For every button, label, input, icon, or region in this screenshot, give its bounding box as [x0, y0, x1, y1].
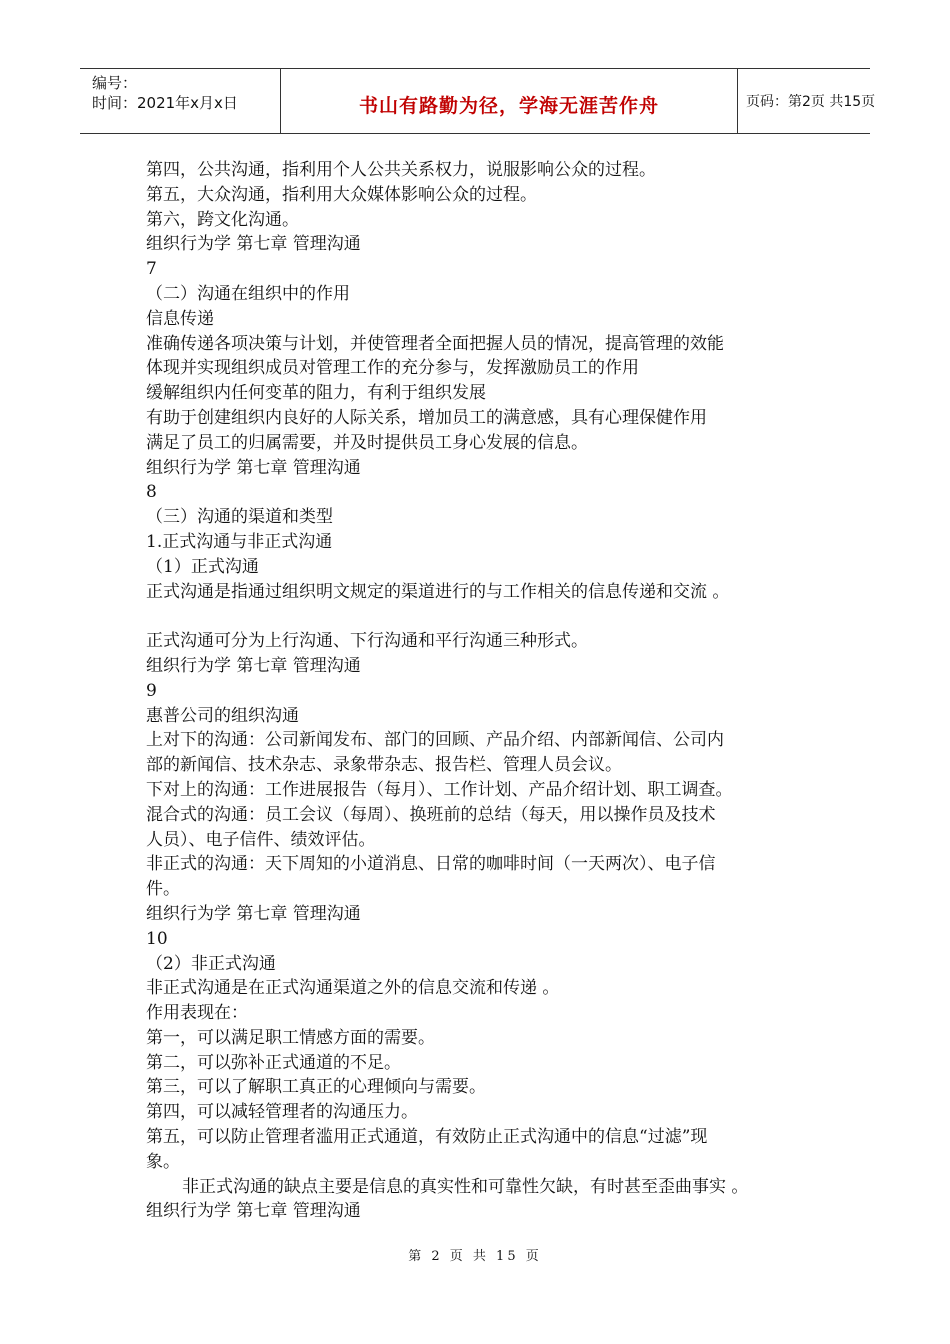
body-line: 第四，公共沟通，指利用个人公共关系权力，说服影响公众的过程。 — [146, 160, 656, 180]
body-line: 第三，可以了解职工真正的心理倾向与需要。 — [146, 1077, 486, 1098]
body-line: 信息传递 — [146, 308, 214, 329]
body-line: 正式沟通可分为上行沟通、下行沟通和平行沟通三种形式。 — [146, 631, 588, 652]
body-line: 第一，可以满足职工情感方面的需要。 — [146, 1027, 435, 1048]
document-number-label: 编号： — [92, 74, 138, 92]
header-info-cell — [80, 69, 280, 133]
slide-number: 7 — [146, 259, 157, 280]
body-line: 第二，可以弥补正式通道的不足。 — [146, 1052, 401, 1073]
body-line: 满足了员工的归属需要，并及时提供员工身心发展的信息。 — [146, 432, 588, 453]
header-page-cell — [738, 69, 876, 133]
body-line: 非正式的沟通：天下周知的小道消息、日常的咖啡时间（一天两次）、电子信 — [146, 854, 716, 875]
slide-footer-label: 组织行为学 第七章 管理沟通 — [146, 1201, 361, 1222]
body-line-indented: 非正式沟通的缺点主要是信息的真实性和可靠性欠缺，有时甚至歪曲事实 。 — [182, 1176, 749, 1197]
subsection-heading: 1.正式沟通与非正式沟通 — [146, 531, 333, 552]
body-line: 件。 — [146, 879, 180, 900]
section-heading: （二）沟通在组织中的作用 — [146, 283, 350, 304]
slide-number: 9 — [146, 680, 157, 701]
document-body — [146, 158, 818, 1224]
slide-footer-label: 组织行为学 第七章 管理沟通 — [146, 234, 361, 255]
section-heading: （三）沟通的渠道和类型 — [146, 507, 333, 528]
body-line: 混合式的沟通：员工会议（每周）、换班前的总结（每天，用以操作员及技术 — [146, 804, 716, 825]
section-heading: 惠普公司的组织沟通 — [146, 705, 299, 726]
body-line: 第五，可以防止管理者滥用正式通道，有效防止正式沟通中的信息“过滤”现 — [146, 1127, 708, 1148]
body-line: 缓解组织内任何变革的阻力，有利于组织发展 — [146, 383, 486, 404]
subsection-heading: （2）非正式沟通 — [146, 953, 276, 974]
body-line: 有助于创建组织内良好的人际关系，增加员工的满意感，具有心理保健作用 — [146, 407, 707, 428]
body-line: 人员）、电子信件、绩效评估。 — [146, 829, 376, 850]
slide-footer-label: 组织行为学 第七章 管理沟通 — [146, 457, 361, 478]
header-motto: 书山有路勤为径，学海无涯苦作舟 — [358, 94, 659, 117]
slide-number: 10 — [146, 928, 168, 949]
body-line: 体现并实现组织成员对管理工作的充分参与，发挥激励员工的作用 — [146, 358, 639, 379]
body-line: 非正式沟通是在正式沟通渠道之外的信息交流和传递 。 — [146, 978, 560, 999]
page-header — [80, 68, 876, 134]
header-page-info: 页码：第2页 共15页 — [746, 94, 876, 110]
body-line: 正式沟通是指通过组织明文规定的渠道进行的与工作相关的信息传递和交流 。 — [146, 581, 730, 602]
slide-footer-label: 组织行为学 第七章 管理沟通 — [146, 903, 361, 924]
body-line: 下对上的沟通：工作进展报告（每月）、工作计划、产品介绍计划、职工调查。 — [146, 779, 733, 800]
header-motto-cell — [280, 69, 738, 133]
body-line: 上对下的沟通：公司新闻发布、部门的回顾、产品介绍、内部新闻信、公司内 — [146, 730, 724, 751]
body-line: 第五，大众沟通，指利用大众媒体影响公众的过程。 — [146, 184, 537, 205]
slide-footer-label: 组织行为学 第七章 管理沟通 — [146, 655, 361, 676]
page-footer: 第 2 页 共 15 页 — [408, 1249, 542, 1264]
body-line: 作用表现在： — [146, 1003, 248, 1024]
subsection-heading: （1）正式沟通 — [146, 556, 259, 577]
body-line: 准确传递各项决策与计划，并使管理者全面把握人员的情况，提高管理的效能 — [146, 333, 724, 354]
document-date: 时间：2021年x月x日 — [92, 94, 238, 112]
body-line: 象。 — [146, 1151, 180, 1172]
body-line: 第四，可以减轻管理者的沟通压力。 — [146, 1102, 418, 1123]
body-line: 部的新闻信、技术杂志、录象带杂志、报告栏、管理人员会议。 — [146, 755, 622, 776]
blank-line — [146, 604, 818, 629]
slide-number: 8 — [146, 482, 157, 503]
body-line: 第六，跨文化沟通。 — [146, 209, 299, 230]
